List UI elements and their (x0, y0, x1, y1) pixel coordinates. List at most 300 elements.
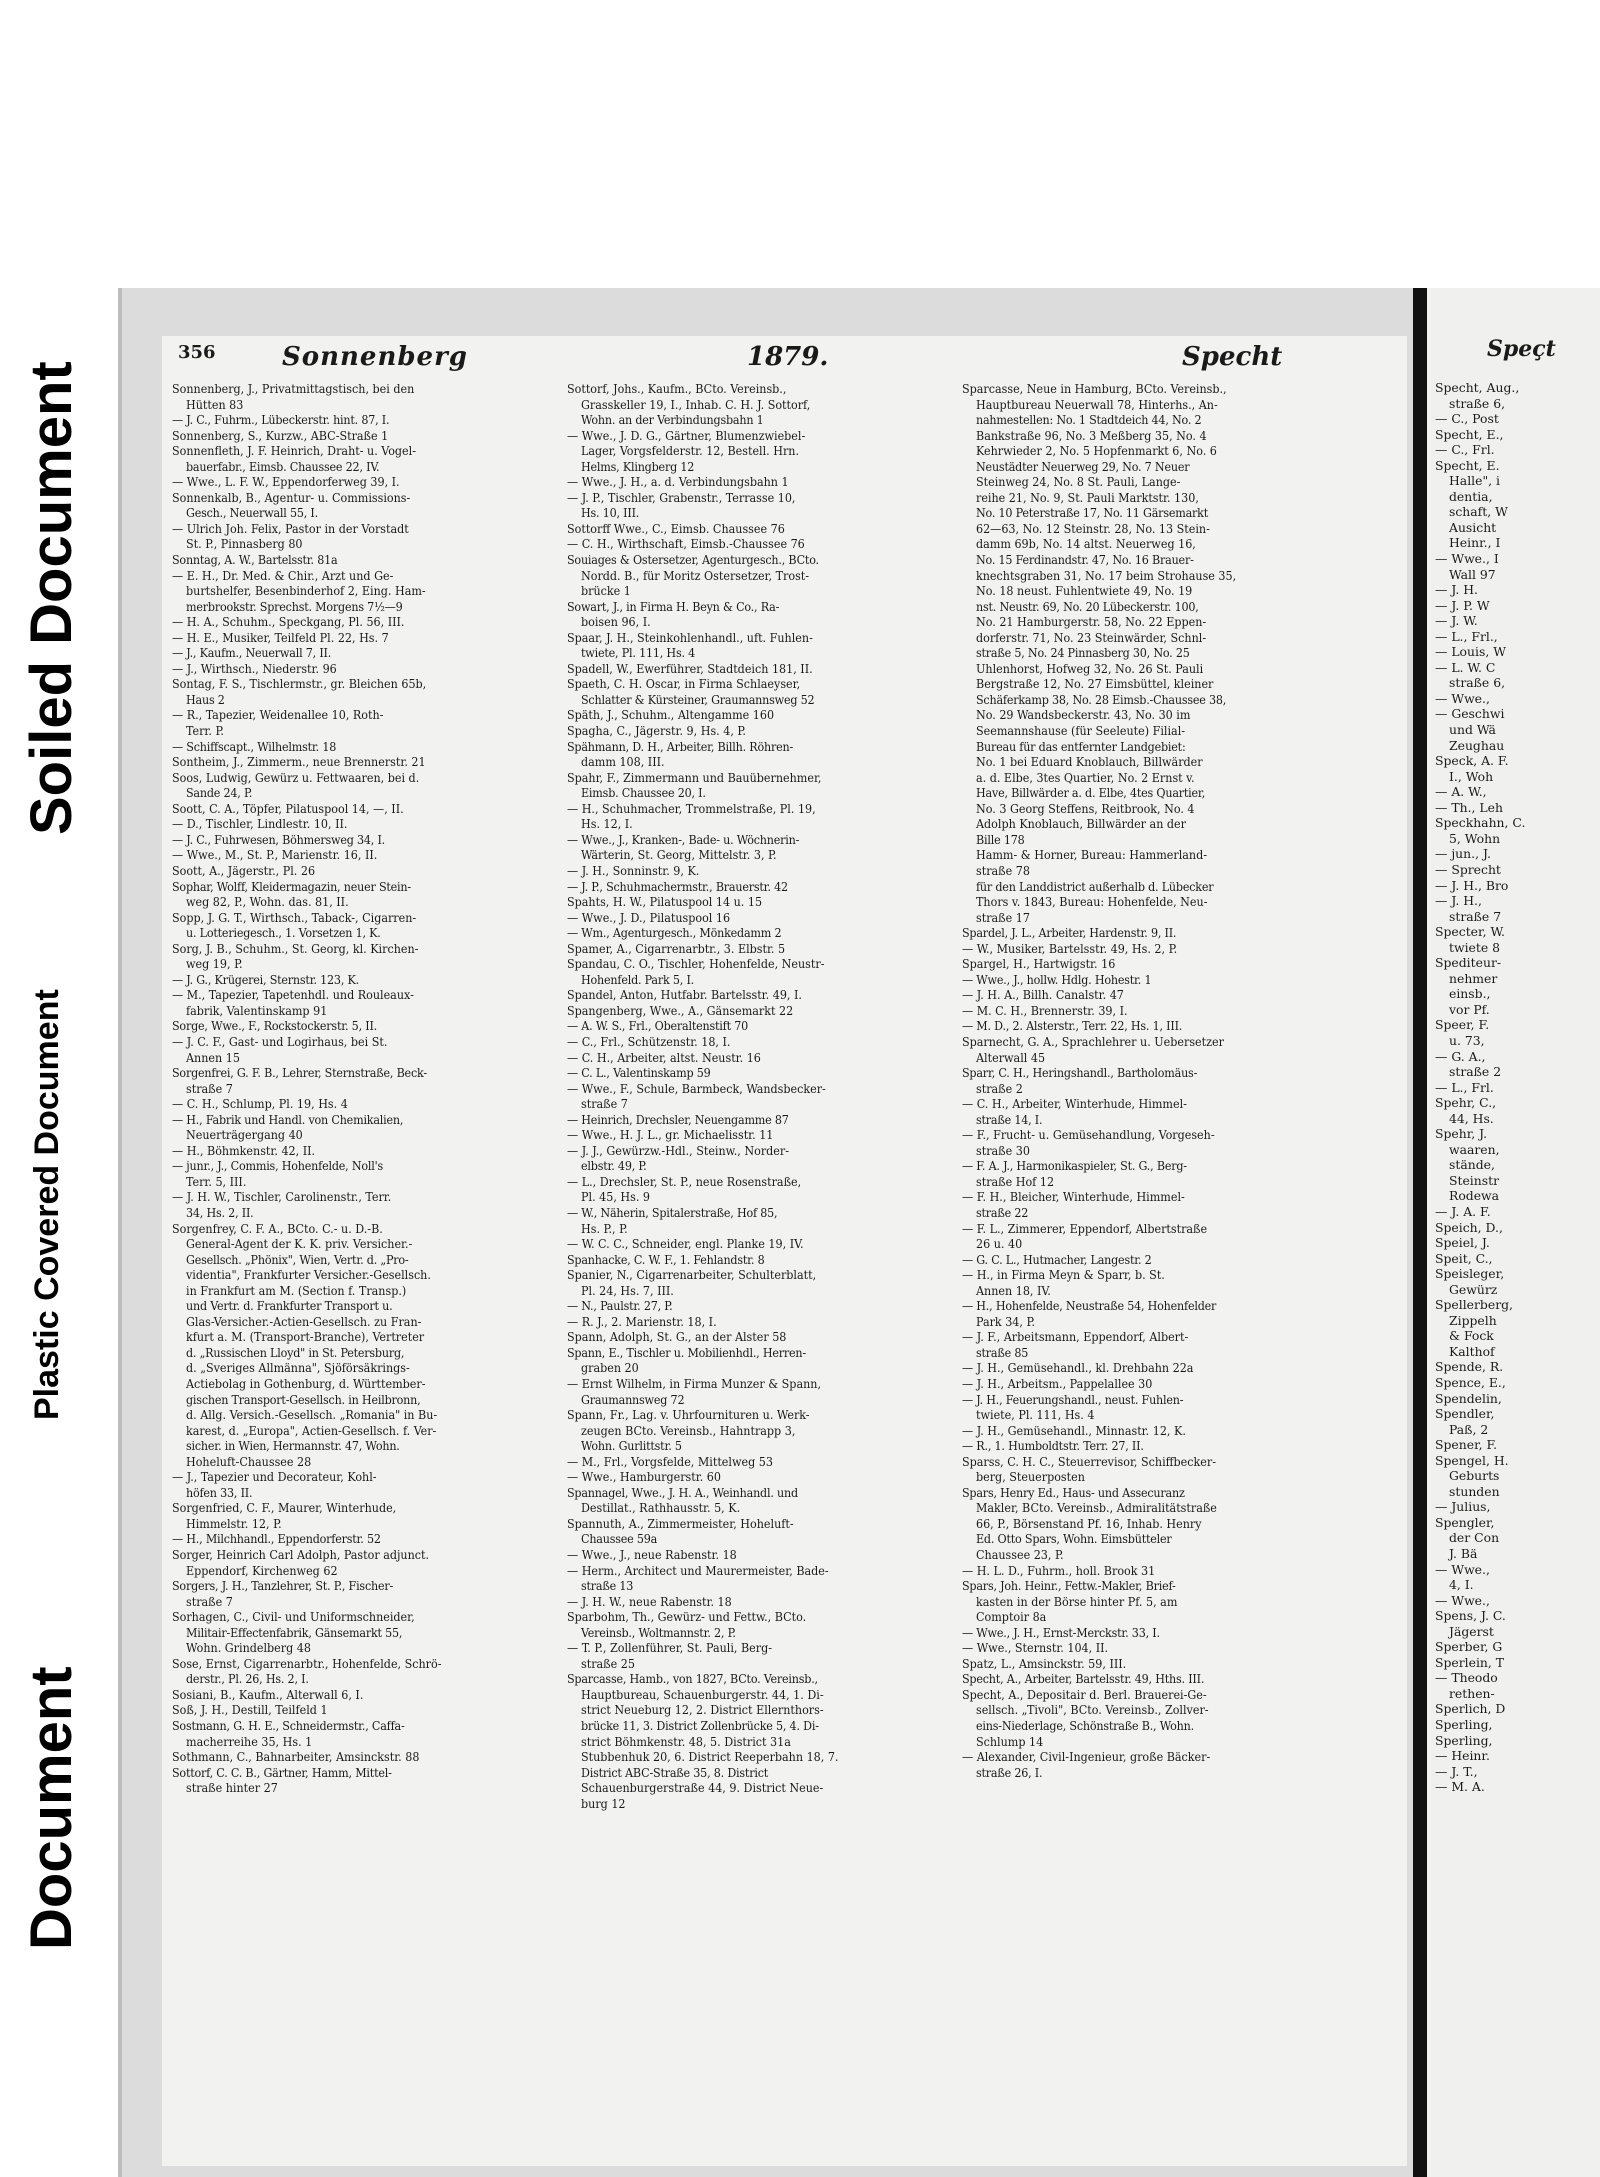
directory-entry-line: — M., Tapezier, Tapetenhdl. und Rouleaux- (172, 987, 414, 1003)
facing-page-line: — J. A. F. (1435, 1203, 1491, 1219)
facing-page-line: Wall 97 (1449, 566, 1496, 582)
facing-page-line: Kalthof (1449, 1343, 1495, 1359)
directory-entry-line: Schlatter & Kürsteiner, Graumannsweg 52 (581, 691, 815, 707)
directory-entry-line: No. 18 neust. Fuhlentwiete 49, No. 19 (976, 583, 1193, 599)
facing-page-line: Speisleger, (1435, 1266, 1505, 1282)
directory-entry-line: u. Lotteriegesch., 1. Vorsetzen 1, K. (186, 925, 381, 941)
directory-entry-line: Soott, A., Jägerstr., Pl. 26 (172, 862, 316, 878)
directory-entry-line: District ABC-Straße 35, 8. District (581, 1764, 769, 1780)
facing-page-line: — Louis, W (1435, 644, 1506, 660)
facing-page-line: Rodewa (1449, 1188, 1500, 1204)
directory-entry-line: No. 15 Ferdinandstr. 47, No. 16 Brauer- (976, 552, 1194, 568)
column-1 (172, 381, 557, 2156)
facing-page-line: Gewürz (1449, 1281, 1498, 1297)
directory-entry-line: kasten in der Börse hinter Pf. 5, am (976, 1593, 1178, 1609)
facing-page-line: rethen- (1449, 1685, 1495, 1701)
facing-page-line: Spehr, C., (1435, 1095, 1497, 1111)
directory-entry-line: Soott, C. A., Töpfer, Pilatuspool 14, —, II. (172, 800, 404, 816)
directory-entry-line: — J. H., Gemüsehandl., kl. Drehbahn 22a (962, 1360, 1194, 1376)
facing-page-line: Speer, F. (1435, 1017, 1490, 1033)
directory-entry-line: und Vertr. d. Frankfurter Transport u. (186, 1298, 393, 1314)
directory-entry-line: Spagha, C., Jägerstr. 9, Hs. 4, P. (567, 723, 746, 739)
facing-page-line: u. 73, (1449, 1032, 1485, 1048)
facing-page-line: Sperber, G (1435, 1639, 1503, 1655)
directory-entry-line: — Wwe., L. F. W., Eppendorferweg 39, I. (172, 474, 400, 490)
facing-page-line: — Julius, (1435, 1499, 1491, 1515)
directory-entry-line: Spahr, F., Zimmermann und Bauübernehmer, (567, 769, 822, 785)
facing-page-line: Sperlich, D (1435, 1701, 1506, 1717)
directory-entry-line: dorferstr. 71, No. 23 Steinwärder, Schnl- (976, 629, 1207, 645)
directory-entry-line: Annen 18, IV. (976, 1282, 1051, 1298)
directory-entry-line: Neuerträgergang 40 (186, 1127, 303, 1143)
directory-entry-line: 26 u. 40 (976, 1236, 1023, 1252)
directory-entry-line: twiete, Pl. 111, Hs. 4 (976, 1407, 1095, 1423)
directory-entry-line: Sorgenfried, C. F., Maurer, Winterhude, (172, 1500, 397, 1516)
directory-entry-line: Lager, Vorgsfelderstr. 12, Bestell. Hrn. (581, 443, 800, 459)
directory-entry-line: — M. C. H., Brennerstr. 39, I. (962, 1002, 1128, 1018)
directory-entry-line: — J. C. F., Gast- und Logirhaus, bei St. (172, 1033, 388, 1049)
directory-entry-line: Soos, Ludwig, Gewürz u. Fettwaaren, bei d. (172, 769, 420, 785)
directory-entry-line: Sonnenberg, J., Privatmittagstisch, bei den (172, 381, 415, 396)
facing-page-line: — J. P. W (1435, 597, 1490, 613)
directory-entry-line: Sparcasse, Hamb., von 1827, BCto. Vereinsb., (567, 1671, 818, 1687)
directory-entry-line: Sande 24, P. (186, 785, 253, 801)
facing-page-line: Sperling, (1435, 1732, 1493, 1748)
directory-entry-line: Wohn. Grindelberg 48 (186, 1640, 311, 1656)
directory-entry-line: — C. H., Schlump, Pl. 19, Hs. 4 (172, 1096, 348, 1112)
directory-entry-line: Spadell, W., Ewerführer, Stadtdeich 181, II. (567, 660, 813, 676)
directory-entry-line: Spannuth, A., Zimmermeister, Hoheluft- (567, 1515, 794, 1531)
facing-page-line: — C., Post (1435, 411, 1499, 427)
directory-entry-line: — C., Frl., Schützenstr. 18, I. (567, 1033, 731, 1049)
directory-entry-line: Sorger, Heinrich Carl Adolph, Pastor adjunct. (172, 1547, 430, 1563)
facing-page-line: stände, (1449, 1157, 1495, 1173)
directory-entry-line: straße 5, No. 24 Pinnasberg 30, No. 25 (976, 645, 1190, 661)
facing-page-header: Speçt (1487, 336, 1556, 362)
directory-entry-line: — C. L., Valentinskamp 59 (567, 1065, 711, 1081)
facing-page-fragment (1427, 288, 1600, 2177)
directory-entry-line: eins-Niederlage, Schönstraße B., Wohn. (976, 1718, 1194, 1734)
directory-entry-line: straße 13 (581, 1578, 634, 1594)
column-2 (567, 381, 952, 2156)
directory-entry-line: Bankstraße 96, No. 3 Meßberg 35, No. 4 (976, 427, 1207, 443)
directory-entry-line: — H. L. D., Fuhrm., holl. Brook 31 (962, 1562, 1156, 1578)
facing-page-line: twiete 8 (1449, 939, 1501, 955)
facing-page-line: Specht, Aug., (1435, 380, 1520, 395)
directory-entry-line: Terr. 5, III. (186, 1173, 247, 1189)
facing-page-line: — L., Frl., (1435, 628, 1498, 644)
directory-entry-line: damm 108, III. (581, 754, 665, 770)
directory-entry-line: twiete, Pl. 111, Hs. 4 (581, 645, 696, 661)
directory-entry-line: — Wwe., H. J. L., gr. Michaelisstr. 11 (567, 1127, 774, 1143)
directory-entry-line: Sorg, J. B., Schuhm., St. Georg, kl. Kirchen- (172, 940, 419, 956)
directory-entry-line: Sontag, F. S., Tischlermstr., gr. Bleichen 65b, (172, 676, 427, 692)
directory-entry-line: straße 22 (976, 1204, 1029, 1220)
directory-entry-line: No. 3 Georg Steffens, Reitbrook, No. 4 (976, 800, 1195, 816)
directory-entry-line: — H., Hohenfelde, Neustraße 54, Hohenfelder (962, 1298, 1217, 1314)
directory-entry-line: — J. H. W., neue Rabenstr. 18 (567, 1593, 732, 1609)
directory-entry-line: strict Böhmkenstr. 48, 5. District 31a (581, 1733, 791, 1749)
directory-entry-line: sicher. in Wien, Hermannstr. 47, Wohn. (186, 1438, 400, 1454)
directory-entry-line: Haus 2 (186, 691, 225, 707)
facing-page-line: — J. H., Bro (1435, 877, 1509, 893)
facing-page-line: Ausicht (1449, 519, 1497, 535)
directory-entry-line: — H., Fabrik und Handl. von Chemikalien, (172, 1111, 404, 1127)
directory-entry-line: Sparcasse, Neue in Hamburg, BCto. Vereinsb., (962, 381, 1227, 396)
directory-entry-line: Spardel, J. L., Arbeiter, Hardenstr. 9, II. (962, 925, 1177, 941)
directory-entry-line: straße Hof 12 (976, 1173, 1055, 1189)
directory-entry-line: Späth, J., Schuhm., Altengamme 160 (567, 707, 775, 723)
directory-entry-line: — E. H., Dr. Med. & Chir., Arzt und Ge- (172, 567, 394, 583)
directory-entry-line: — J. C., Fuhrm., Lübeckerstr. hint. 87, I. (172, 412, 390, 428)
directory-entry-line: — F. L., Zimmerer, Eppendorf, Albertstraße (962, 1220, 1208, 1236)
page-number: 356 (178, 342, 216, 363)
directory-entry-line: Wohn. an der Verbindungsbahn 1 (581, 412, 764, 428)
directory-entry-line: Bille 178 (976, 831, 1025, 847)
facing-page-line: straße 7 (1449, 908, 1502, 924)
facing-page-line: nehmer (1449, 970, 1498, 986)
directory-entry-line: Sopp, J. G. T., Wirthsch., Taback-, Cigarren- (172, 909, 417, 925)
directory-entry-line: straße 7 (186, 1080, 233, 1096)
directory-entry-line: videntia", Frankfurter Versicher.-Gesellsch. (186, 1267, 431, 1283)
directory-entry-line: Spannagel, Wwe., J. H. A., Weinhandl. und (567, 1484, 798, 1500)
directory-entry-line: straße 17 (976, 909, 1030, 925)
facing-page-line: der Con (1449, 1530, 1500, 1546)
directory-entry-line: zeugen BCto. Vereinsb., Hahntrapp 3, (581, 1422, 796, 1438)
facing-page-line: Spengel, H. (1435, 1452, 1509, 1468)
directory-entry-line: bauerfabr., Eimsb. Chaussee 22, IV. (186, 458, 380, 474)
directory-entry-line: weg 19, P. (186, 956, 243, 972)
facing-page-line: einsb., (1449, 986, 1491, 1002)
directory-entry-line: Actiebolag in Gothenburg, d. Württember- (186, 1376, 426, 1391)
directory-entry-line: — J. H., Feuerungshandl., neust. Fuhlen- (962, 1391, 1184, 1407)
directory-entry-line: Gesellsch. „Phönix", Wien, Vertr. d. „Pro- (186, 1251, 409, 1267)
directory-entry-line: — J. G., Krügerei, Sternstr. 123, K. (172, 971, 359, 987)
directory-entry-line: strict Neueburg 12, 2. District Ellernthors- (581, 1702, 824, 1718)
book-gutter (1413, 288, 1427, 2177)
facing-page-line: Spehr, J. (1435, 1126, 1488, 1142)
directory-entry-line: nahmestellen: No. 1 Stadtdeich 44, No. 2 (976, 412, 1202, 428)
facing-page-line: I., Woh (1449, 768, 1494, 784)
directory-entry-line: — Wm., Agenturgesch., Mönkedamm 2 (567, 925, 782, 941)
directory-entry-line: — L., Drechsler, St. P., neue Rosenstraße, (567, 1173, 802, 1189)
directory-entry-line: fabrik, Valentinskamp 91 (186, 1002, 328, 1018)
directory-entry-line: — Wwe., J. D. G., Gärtner, Blumenzwiebel- (567, 427, 806, 443)
facing-page-line: Spener, F. (1435, 1437, 1498, 1453)
facing-page-line: Zeughau (1449, 737, 1505, 753)
directory-entry-line: Kehrwieder 2, No. 5 Hopfenmarkt 6, No. 6 (976, 443, 1217, 459)
facing-page-line: Speit, C., (1435, 1250, 1493, 1266)
directory-entry-line: — F. H., Bleicher, Winterhude, Himmel- (962, 1189, 1185, 1205)
directory-entry-line: damm 69b, No. 14 altst. Neuerweg 16, (976, 536, 1196, 552)
directory-entry-line: No. 29 Wandsbeckerstr. 43, No. 30 im (976, 707, 1191, 723)
directory-entry-line: Sorgenfrey, C. F. A., BCto. C.- u. D.-B. (172, 1220, 383, 1236)
directory-entry-line: Hs. P., P. (581, 1220, 628, 1236)
left-running-head: Sonnenberg (282, 342, 468, 372)
directory-entry-line: — Wwe., Hamburgerstr. 60 (567, 1469, 721, 1485)
directory-entry-line: — J. H. A., Billh. Canalstr. 47 (962, 987, 1124, 1003)
directory-entry-line: — Herm., Architect und Maurermeister, Bade- (567, 1562, 829, 1578)
directory-entry-line: Sowart, J., in Firma H. Beyn & Co., Ra- (567, 598, 780, 614)
directory-entry-line: — H., in Firma Meyn & Sparr, b. St. (962, 1267, 1165, 1283)
directory-entry-line: — C. H., Arbeiter, altst. Neustr. 16 (567, 1049, 761, 1065)
directory-entry-line: kfurt a. M. (Transport-Branche), Vertreter (186, 1329, 425, 1345)
directory-entry-line: reihe 21, No. 9, St. Pauli Marktstr. 130, (976, 489, 1199, 505)
facing-page-lines (1435, 380, 1600, 1795)
directory-entry-line: — J. C., Fuhrwesen, Böhmersweg 34, I. (172, 831, 386, 847)
directory-entry-line: Chaussee 23, P. (976, 1547, 1064, 1563)
directory-entry-line: Annen 15 (186, 1049, 240, 1065)
facing-page-line: Specht, E. (1435, 457, 1500, 473)
facing-page-line: vor Pf. (1449, 1001, 1490, 1017)
directory-entry-line: Helms, Klingberg 12 (581, 458, 695, 474)
directory-entry-line: Schlump 14 (976, 1733, 1044, 1749)
directory-entry-line: — J. J., Gewürzw.-Hdl., Steinw., Norder- (567, 1142, 789, 1158)
directory-entry-line: Spanhacke, C. W. F., 1. Fehlandstr. 8 (567, 1251, 765, 1267)
facing-page-line: Halle", i (1449, 473, 1500, 489)
directory-entry-line: — Wwe., J., Kranken-, Bade- u. Wöchnerin- (567, 831, 800, 847)
directory-entry-line: Spars, Henry Ed., Haus- und Assecuranz (962, 1484, 1185, 1500)
directory-entry-line: Sosiani, B., Kaufm., Alterwall 6, I. (172, 1686, 364, 1702)
directory-entry-line: Hauptbureau Neuerwall 78, Hinterhs., An- (976, 396, 1218, 412)
facing-page-line: Speich, D., (1435, 1219, 1503, 1235)
directory-entry-line: — Ulrich Joh. Felix, Pastor in der Vorstadt (172, 520, 409, 536)
directory-entry-line: Hauptbureau, Schauenburgerstr. 44, 1. Di- (581, 1686, 824, 1702)
directory-entry-line: — A. W. S., Frl., Oberaltenstift 70 (567, 1018, 748, 1034)
directory-entry-line: Nordd. B., für Moritz Ostersetzer, Trost- (581, 567, 810, 583)
directory-entry-line: Vereinsb., Woltmannstr. 2, P. (581, 1624, 736, 1640)
directory-entry-line: Militair-Effectenfabrik, Gänsemarkt 55, (186, 1624, 403, 1640)
facing-page-line: Specter, W. (1435, 924, 1505, 940)
facing-page-line: Spediteur- (1435, 955, 1502, 971)
facing-page-line: Sperling, (1435, 1717, 1493, 1733)
directory-entry-line: gischen Transport-Gesellsch. in Heilbronn, (186, 1391, 421, 1407)
directory-entry-line: Spähmann, D. H., Arbeiter, Billh. Röhren- (567, 738, 794, 754)
facing-page-line: Jägerst (1449, 1623, 1494, 1639)
directory-entry-line: Neustädter Neuerweg 29, No. 7 Neuer (976, 458, 1190, 474)
directory-entry-line: burtshelfer, Besenbinderhof 2, Eing. Ham- (186, 583, 426, 599)
directory-entry-line: — J. F., Arbeitsmann, Eppendorf, Albert- (962, 1329, 1189, 1345)
directory-entry-line: brücke 1 (581, 583, 631, 599)
directory-entry-line: Eimsb. Chaussee 20, I. (581, 785, 706, 801)
directory-entry-line: für den Landdistrict außerhalb d. Lübecker (976, 878, 1214, 894)
directory-entry-line: merbrookstr. Sprechst. Morgens 7½—9 (186, 598, 403, 614)
directory-entry-line: straße 7 (186, 1593, 233, 1609)
directory-entry-line: Schäferkamp 38, No. 28 Eimsb.-Chaussee 38, (976, 691, 1227, 707)
directory-entry-line: Sophar, Wolff, Kleidermagazin, neuer Stein- (172, 878, 411, 894)
directory-entry-line: 66, P., Börsenstand Pf. 16, Inhab. Henry (976, 1515, 1202, 1531)
directory-entry-line: — R., 1. Humboldtstr. Terr. 27, II. (962, 1438, 1144, 1454)
directory-entry-line: — Wwe., J. H., Ernst-Merckstr. 33, I. (962, 1624, 1160, 1640)
directory-entry-line: straße 85 (976, 1344, 1029, 1360)
directory-entry-line: a. d. Elbe, 3tes Quartier, No. 2 Ernst v. (976, 769, 1195, 785)
directory-entry-line: Spamer, A., Cigarrenarbtr., 3. Elbstr. 5 (567, 940, 786, 956)
facing-page-line: — G. A., (1435, 1048, 1486, 1064)
directory-entry-line: derstr., Pl. 26, Hs. 2, I. (186, 1671, 309, 1687)
directory-entry-line: — Ernst Wilhelm, in Firma Munzer & Spann, (567, 1376, 821, 1391)
directory-entry-line: graben 20 (581, 1360, 639, 1376)
soiled-document-label: Soiled Document (19, 361, 84, 835)
directory-entry-line: straße 78 (976, 862, 1030, 878)
facing-page-line: Steinstr (1449, 1172, 1500, 1188)
facing-page-line: 4, I. (1449, 1577, 1474, 1593)
directory-entry-line: Destillat., Rathhausstr. 5, K. (581, 1500, 741, 1516)
facing-page-line: Spengler, (1435, 1514, 1495, 1530)
facing-page-line: Spende, R. (1435, 1359, 1504, 1375)
directory-entry-line: — Heinrich, Drechsler, Neuengamme 87 (567, 1111, 789, 1127)
facing-page-line: stunden (1449, 1483, 1500, 1499)
directory-entry-line: Hamm- & Horner, Bureau: Hammerland- (976, 847, 1207, 863)
facing-page-line: Specht, E., (1435, 426, 1504, 442)
facing-page-line: J. Bä (1449, 1546, 1478, 1562)
directory-entry-line: Specht, A., Depositair d. Berl. Brauerei-Ge- (962, 1686, 1207, 1702)
directory-entry-line: Spaar, J. H., Steinkohlenhandl., uft. Fuhlen- (567, 629, 813, 645)
plastic-covered-document-label: Plastic Covered Document (28, 989, 66, 1420)
directory-entry-line: Sottorf, C. C. B., Gärtner, Hamm, Mittel- (172, 1764, 392, 1780)
facing-page-line: Spellerberg, (1435, 1297, 1513, 1313)
directory-entry-line: Sonnenberg, S., Kurzw., ABC-Straße 1 (172, 427, 389, 443)
directory-entry-line: Wärterin, St. Georg, Mittelstr. 3, P. (581, 847, 777, 863)
directory-entry-line: d. „Russischen Lloyd" in St. Petersburg, (186, 1344, 405, 1360)
directory-entry-line: Spann, Fr., Lag. v. Uhrfournituren u. Werk- (567, 1407, 810, 1423)
facing-page-line: Speiel, J. (1435, 1235, 1490, 1251)
directory-entry-line: Sothmann, C., Bahnarbeiter, Amsinckstr. 88 (172, 1749, 420, 1765)
directory-entry-line: Pl. 24, Hs. 7, III. (581, 1282, 674, 1298)
directory-entry-line: Hoheluft-Chaussee 28 (186, 1453, 312, 1469)
directory-entry-line: macherreihe 35, Hs. 1 (186, 1733, 313, 1749)
facing-page-line: Speckhahn, C. (1435, 815, 1526, 831)
directory-entry-line: Terr. P. (186, 723, 224, 739)
facing-page-line: Spendelin, (1435, 1390, 1502, 1406)
directory-entry-line: Sottorff Wwe., C., Eimsb. Chaussee 76 (567, 520, 785, 536)
directory-entry-line: burg 12 (581, 1795, 626, 1811)
directory-entry-line: — H. A., Schuhm., Speckgang, Pl. 56, III. (172, 614, 405, 630)
directory-columns (172, 381, 1352, 2156)
directory-entry-line: Sose, Ernst, Cigarrenarbtr., Hohenfelde, Schrö- (172, 1655, 442, 1671)
facing-page-line: — Th., Leh (1435, 799, 1503, 815)
directory-entry-line: — J. P., Tischler, Grabenstr., Terrasse 10, (567, 489, 796, 505)
right-running-head: Specht (1182, 342, 1283, 372)
directory-entry-line: Hütten 83 (186, 396, 244, 412)
directory-entry-line: boisen 96, I. (581, 614, 651, 630)
directory-entry-line: straße 30 (976, 1142, 1030, 1158)
directory-entry-line: Comptoir 8a (976, 1609, 1047, 1625)
scanned-page (118, 288, 1417, 2177)
directory-entry-line: Uhlenhorst, Hofweg 32, No. 26 St. Pauli (976, 660, 1204, 676)
directory-entry-line: Souiages & Ostersetzer, Agenturgesch., BCto. (567, 552, 819, 568)
directory-entry-line: Spahts, H. W., Pilatuspool 14 u. 15 (567, 894, 763, 910)
directory-entry-line: Sparr, C. H., Heringshandl., Bartholomäus- (962, 1065, 1198, 1081)
facing-page-line: — J. W. (1435, 613, 1478, 629)
directory-entry-line: Spars, Joh. Heinr., Fettw.-Makler, Brief- (962, 1578, 1176, 1594)
directory-entry-line: karest, d. „Europa", Actien-Gesellsch. f. Ver- (186, 1422, 437, 1438)
directory-entry-line: Gesch., Neuerwall 55, I. (186, 505, 318, 521)
facing-page-line: — Sprecht (1435, 861, 1501, 877)
directory-entry-line: — Wwe., Sternstr. 104, II. (962, 1640, 1109, 1656)
facing-page-line: Paß, 2 (1449, 1421, 1489, 1437)
directory-entry-line: Soß, J. H., Destill, Teilfeld 1 (172, 1702, 328, 1718)
directory-entry-line: straße 7 (581, 1096, 628, 1112)
directory-entry-line: Glas-Versicher.-Actien-Gesellsch. zu Fran- (186, 1313, 422, 1329)
directory-entry-line: Grasskeller 19, I., Inhab. C. H. J. Sottorf, (581, 396, 811, 412)
directory-entry-line: General-Agent der K. K. priv. Versicher.- (186, 1236, 413, 1252)
directory-entry-line: Sorhagen, C., Civil- und Uniformschneider, (172, 1609, 415, 1625)
directory-entry-line: — J. H. W., Tischler, Carolinenstr., Terr. (172, 1189, 392, 1205)
facing-page-line: 44, Hs. (1449, 1110, 1494, 1126)
directory-entry-line: — F. A. J., Harmonikaspieler, St. G., Berg- (962, 1158, 1187, 1174)
directory-entry-line: — Wwe., F., Schule, Barmbeck, Wandsbecker- (567, 1080, 826, 1096)
directory-entry-line: — J., Kaufm., Neuerwall 7, II. (172, 645, 332, 661)
directory-entry-line: höfen 33, II. (186, 1484, 253, 1500)
directory-entry-line: Bergstraße 12, No. 27 Eimsbüttel, kleiner (976, 676, 1214, 692)
directory-entry-line: Hs. 10, III. (581, 505, 640, 521)
directory-entry-line: — J. H., Sonninstr. 9, K. (567, 862, 700, 878)
facing-page-line: Spens, J. C. (1435, 1608, 1506, 1624)
facing-page-line: und Wä (1449, 722, 1496, 738)
directory-entry-line: Steinweg 24, No. 8 St. Pauli, Lange- (976, 474, 1181, 490)
directory-entry-line: — junr., J., Commis, Hohenfelde, Noll's (172, 1158, 384, 1174)
facing-page-line: straße 6, (1449, 675, 1506, 691)
directory-entry-line: straße hinter 27 (186, 1780, 278, 1796)
directory-entry-line: in Frankfurt am M. (Section f. Transp.) (186, 1282, 407, 1298)
directory-entry-line: Sparnecht, G. A., Sprachlehrer u. Uebersetzer (962, 1033, 1224, 1049)
directory-entry-line: No. 21 Hamburgerstr. 58, No. 22 Eppen- (976, 614, 1207, 630)
facing-page-line: — Heinr. (1435, 1748, 1490, 1764)
directory-entry-line: — H., Milchhandl., Eppendorferstr. 52 (172, 1531, 381, 1547)
directory-entry-line: brücke 11, 3. District Zollenbrücke 5, 4. Di- (581, 1718, 819, 1734)
directory-entry-line: Hs. 12, I. (581, 816, 633, 832)
directory-entry-line: — F., Frucht- u. Gemüsehandlung, Vorgeseh- (962, 1127, 1215, 1143)
directory-entry-line: — Wwe., J. D., Pilatuspool 16 (567, 909, 731, 925)
facing-page-line: — Wwe., I (1435, 551, 1499, 567)
directory-entry-line: — H., Böhmkenstr. 42, II. (172, 1142, 316, 1158)
facing-page-line: straße 6, (1449, 395, 1506, 411)
directory-entry-line: Thors v. 1843, Bureau: Hohenfelde, Neu- (976, 894, 1208, 910)
directory-entry-line: — J. H., Arbeitsm., Pappelallee 30 (962, 1376, 1153, 1391)
facing-page-line: — Theodo (1435, 1670, 1498, 1686)
directory-entry-line: — N., Paulstr. 27, P. (567, 1298, 673, 1314)
directory-entry-line: straße 26, I. (976, 1764, 1043, 1780)
directory-entry-line: weg 82, P., Wohn. das. 81, II. (186, 894, 349, 910)
directory-entry-line: Schauenburgerstraße 44, 9. District Neue- (581, 1780, 824, 1796)
facing-page-line: — L. W. C (1435, 659, 1496, 675)
directory-entry-line: — W., Musiker, Bartelsstr. 49, Hs. 2, P. (962, 940, 1178, 956)
directory-entry-line: Spandel, Anton, Hutfabr. Bartelsstr. 49, I. (567, 987, 802, 1003)
facing-page-line: — M. A. (1435, 1779, 1485, 1795)
directory-entry-line: Spanier, N., Cigarrenarbeiter, Schulterblatt, (567, 1267, 817, 1283)
facing-page-line: Spence, E., (1435, 1375, 1506, 1390)
facing-page-line: & Fock (1449, 1328, 1494, 1344)
directory-entry-line: Park 34, P. (976, 1313, 1035, 1329)
directory-entry-line: Sorge, Wwe., F., Rockstockerstr. 5, II. (172, 1018, 377, 1034)
directory-entry-line: sellsch. „Tivoli", BCto. Vereinsb., Zollver- (976, 1702, 1209, 1718)
directory-entry-line: Sonnenkalb, B., Agentur- u. Commissions- (172, 489, 411, 505)
facing-page-line: dentia, (1449, 488, 1493, 504)
directory-entry-line: Wohn. Gurlittstr. 5 (581, 1438, 682, 1454)
directory-entry-line: — Schiffscapt., Wilhelmstr. 18 (172, 738, 337, 754)
facing-page-line: Spendler, (1435, 1406, 1495, 1422)
directory-entry-line: — M., Frl., Vorgsfelde, Mittelweg 53 (567, 1453, 773, 1469)
directory-entry-line: Sostmann, G. H. E., Schneidermstr., Caffa- (172, 1718, 405, 1734)
directory-entry-line: Spangenberg, Wwe., A., Gänsemarkt 22 (567, 1002, 794, 1018)
directory-entry-line: Spann, Adolph, St. G., an der Alster 58 (567, 1329, 787, 1345)
facing-page-line: Geburts (1449, 1468, 1500, 1484)
facing-page-line: — Wwe., (1435, 690, 1490, 706)
facing-page-line: — Wwe., (1435, 1561, 1490, 1577)
directory-entry-line: — W., Näherin, Spitalerstraße, Hof 85, (567, 1204, 778, 1220)
facing-page-line: Zippelh (1449, 1312, 1497, 1328)
directory-entry-line: Chaussee 59a (581, 1531, 658, 1547)
